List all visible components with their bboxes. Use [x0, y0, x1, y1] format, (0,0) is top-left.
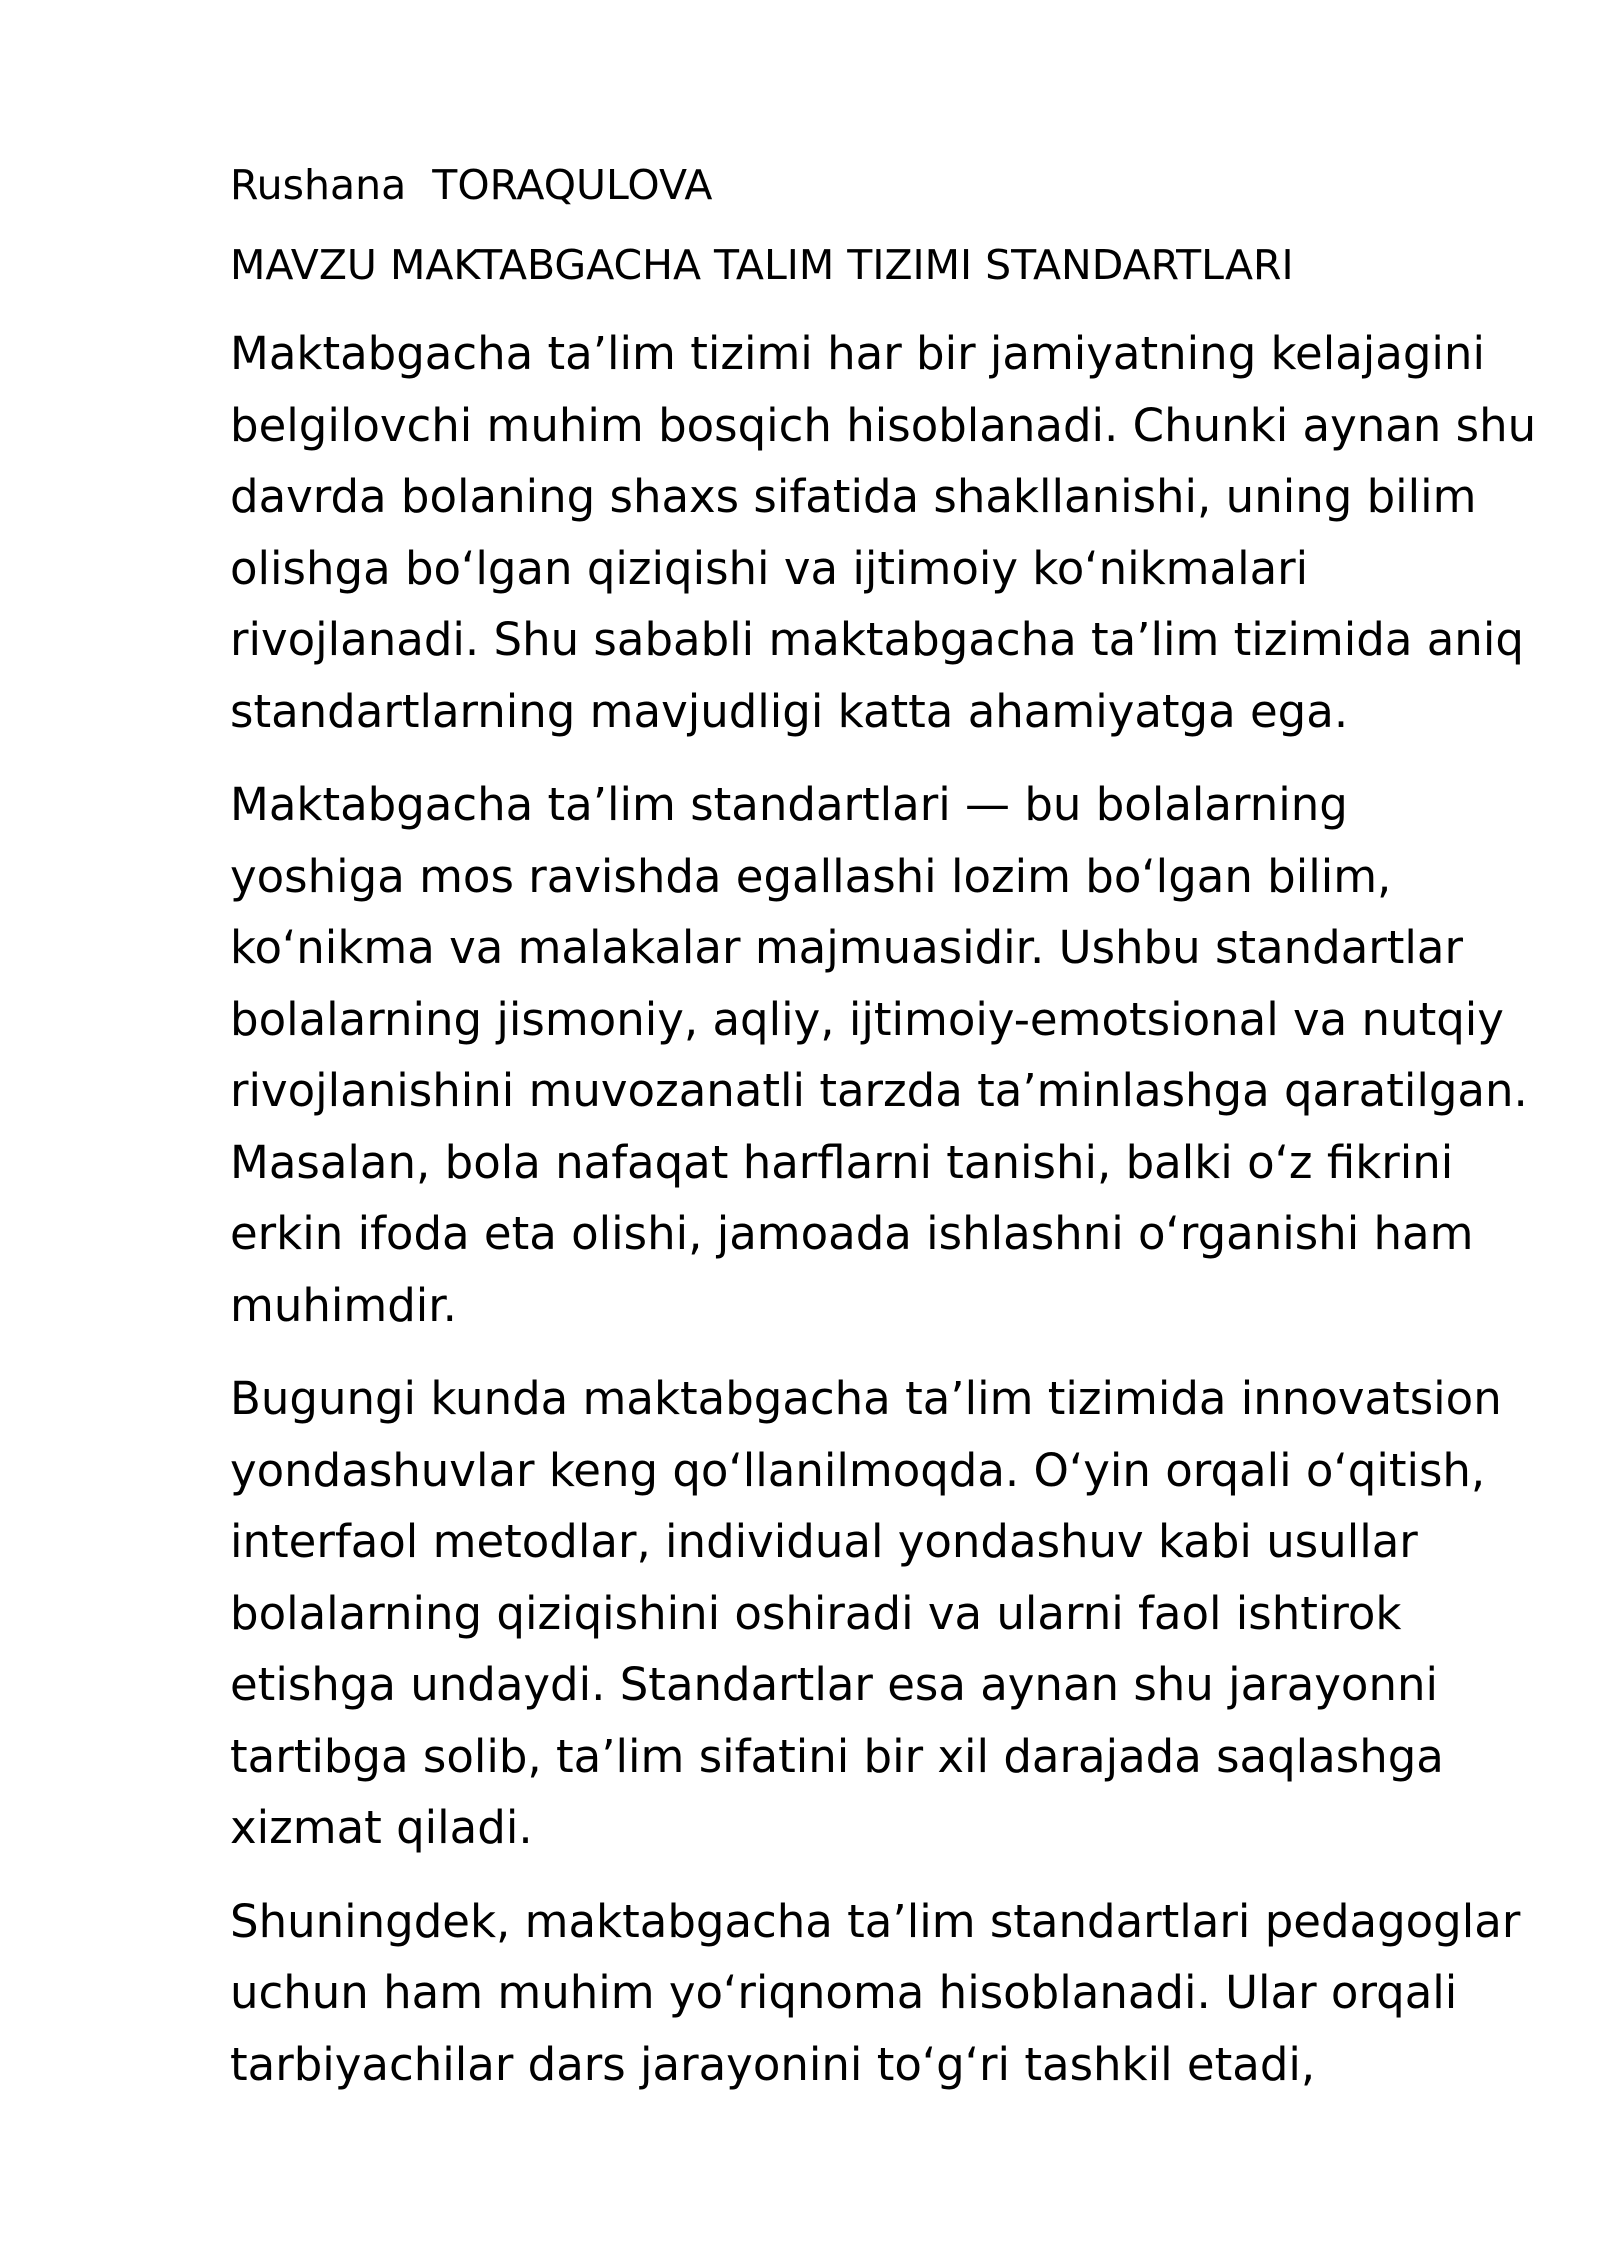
paragraph — [230, 769, 1530, 1341]
paragraph-line: olishga bo‘lgan qiziqishi va ijtimoiy ko‘nikmalari — [230, 541, 1309, 595]
paragraph-line: ko‘nikma va malakalar majmuasidir. Ushbu standartlar — [230, 921, 1463, 974]
paragraph-line: Masalan, bola nafaqat harflarni tanishi, balki o‘z fikrini — [230, 1135, 1454, 1189]
paragraph-line: rivojlanadi. Shu sababli maktabgacha ta’lim tizimida aniq — [230, 613, 1524, 666]
paragraph-line: belgilovchi muhim bosqich hisoblanadi. Chunki aynan shu — [230, 398, 1537, 452]
paragraph-line: muhimdir. — [230, 1278, 457, 1332]
paragraph-line: bolalarning jismoniy, aqliy, ijtimoiy-emotsional va nutqiy — [230, 992, 1504, 1046]
paragraph-line: standartlarning mavjudligi katta ahamiyatga ega. — [230, 684, 1349, 738]
paragraph-line: xizmat qiladi. — [230, 1801, 533, 1854]
paragraph-line: uchun ham muhim yo‘riqnoma hisoblanadi. Ular orqali — [230, 1966, 1458, 2019]
paragraph-line: tartibga solib, ta’lim sifatini bir xil darajada saqlashga — [230, 1729, 1444, 1783]
paragraph-line: bolalarning qiziqishini oshiradi va ularni faol ishtirok — [230, 1586, 1402, 1640]
paragraph — [230, 318, 1537, 747]
document-body — [230, 318, 1537, 2100]
paragraph-line: yondashuvlar keng qo‘llanilmoqda. O‘yin orqali o‘qitish, — [230, 1443, 1486, 1497]
paragraph-line: Maktabgacha ta’lim standartlari — bu bolalarning — [230, 778, 1348, 831]
paragraph — [230, 1363, 1530, 1864]
paragraph-line: Maktabgacha ta’lim tizimi har bir jamiyatning kelajagini — [230, 327, 1485, 380]
paragraph-line: interfaol metodlar, individual yondashuv kabi usullar — [230, 1515, 1418, 1568]
paragraph-line: tarbiyachilar dars jarayonini to‘g‘ri tashkil etadi, — [230, 2037, 1316, 2091]
paragraph-line: rivojlanishini muvozanatli tarzda ta’minlashga qaratilgan. — [230, 1064, 1528, 1117]
paragraph-line: Bugungi kunda maktabgacha ta’lim tizimida innovatsion — [230, 1372, 1502, 1425]
paragraph — [230, 1886, 1530, 2101]
paragraph-line: etishga undaydi. Standartlar esa aynan shu jarayonni — [230, 1658, 1438, 1711]
paragraph-line: davrda bolaning shaxs sifatida shakllanishi, uning bilim — [230, 470, 1477, 523]
paragraph-line: Shuningdek, maktabgacha ta’lim standartlari pedagoglar — [230, 1894, 1521, 1948]
author-name: Rushana TORAQULOVA — [230, 161, 713, 209]
document-page — [230, 150, 1537, 2122]
topic-title: MAVZU MAKTABGACHA TALIM TIZIMI STANDARTLARI — [230, 241, 1294, 289]
paragraph-line: erkin ifoda eta olishi, jamoada ishlashni o‘rganishi ham — [230, 1207, 1474, 1260]
paragraph-line: yoshiga mos ravishda egallashi lozim bo‘lgan bilim, — [230, 849, 1392, 903]
